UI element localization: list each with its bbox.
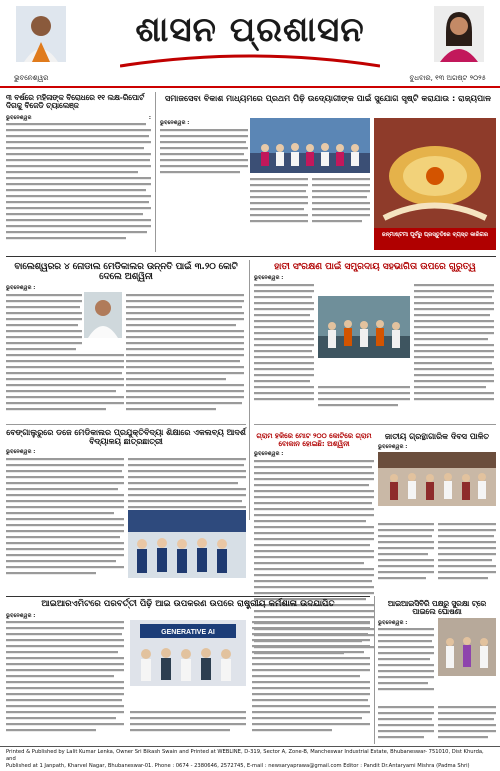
imprint-footer xyxy=(0,746,500,771)
story-8-headline: ଆଇଆରଏମିଟରେ ପରବର୍ତ୍ତୀ ପିଢ଼ି ଆଇ ଉପକରଣ ଉପରେ ରାଷ୍ଟ୍ରୀୟ କର୍ମଶାଳା ଉଦଯାପିତ xyxy=(41,599,335,609)
story-2-byline: ଭୁବନେଶ୍ୱର : xyxy=(160,120,190,126)
story-4-headline: ହାତୀ ସଂରକ୍ଷଣ ପାଇଁ ସମ୍ପ୍ରଦାୟ ସହଭାଗିତା ଉପରେ ଗୁରୁତ୍ୱ xyxy=(274,262,476,272)
story-1-text-lines xyxy=(6,121,151,247)
story-5-byline: ଭୁବନେଶ୍ୱର : xyxy=(6,449,36,456)
story-2-photo-caption: ଜନ୍ମାଷ୍ଟମୀ ପୂର୍ବରୁ ପ୍ରସ୍ତୁତିରେ ବ୍ୟସ୍ତ କାରିଗର xyxy=(381,232,489,238)
story-3 xyxy=(6,262,246,422)
column-rule-3 xyxy=(374,596,375,744)
dateline-bar xyxy=(0,72,500,88)
story-7-headline: ଜାତୀୟ ଗ୍ରନ୍ଥାଗାରିକ ଦିବସ ପାଳିତ xyxy=(384,432,490,441)
story-5-photo xyxy=(128,510,246,578)
story-1-headline: ୩ ବର୍ଷରେ ମହିଳାଙ୍କ ବିରୋଧରେ ୧୧ ଲକ୍ଷ-ରିପୋର୍ଟ ଦିଗକୁ ବିଜେଡି ଚ୍ୟାଲେଞ୍ଜ xyxy=(6,93,145,111)
story-2-photo-caption-bar xyxy=(374,228,496,250)
portrait-right xyxy=(434,6,484,62)
story-9-headline: ଆଇଆଇସିବିରି ପକ୍ଷରୁ ସୁରକ୍ଷା ଟ୍ରେ ପାଇଲେ ଘୋଷଣା xyxy=(387,599,487,617)
story-9-byline: ଭୁବନେଶ୍ୱର : xyxy=(378,619,408,626)
story-3-headline: ବାଲେଶ୍ୱରର ୪ ନୋଡାଲ ମେଡିକାଲର ଉନ୍ନତି ପାଇଁ ୩.୨୦ କୋଟି ଦେଲେ ଅଶ୍ୱିନୀ xyxy=(14,262,238,283)
story-8-rule xyxy=(6,596,370,597)
issue-date: ବୁଧବାର, ୧୩ ଅଗଷ୍ଟ ୨୦୨୫ xyxy=(409,74,486,82)
story-3-byline: ଭୁବନେଶ୍ୱର : xyxy=(6,285,36,292)
story-4-byline: ଭୁବନେଶ୍ୱର : xyxy=(254,275,284,282)
story-5-rule xyxy=(6,424,246,425)
story-1-byline: ଭୁବନେଶ୍ୱର : xyxy=(6,114,151,121)
story-3-portrait xyxy=(84,292,122,338)
story-8-photo xyxy=(130,620,246,686)
story-1 xyxy=(6,94,151,249)
story-2-body-cont xyxy=(250,176,370,252)
masthead-swoosh xyxy=(120,52,380,68)
edition-label: ଭୁବନେଶ୍ୱର xyxy=(14,74,49,82)
story-2-headline: ସମାଜସେବା ବିକାଶ ମାଧ୍ୟମରେ ପ୍ରଥମ ପିଢ଼ି ଉଦ୍ୟୋଗୀଙ୍କ ପାଇଁ ସୁଯୋଗ ସୃଷ୍ଟି କରାଯାଉ : ରାଜ୍ୟପାଳ xyxy=(164,93,492,103)
story-4-photo xyxy=(318,296,410,358)
portrait-left xyxy=(16,6,66,62)
story-9-photo xyxy=(438,618,496,676)
imprint-line-1: Printed & Published by Lalit Kumar Lenka, Owner Sri Bikash Swain and Printed at WEBLINE, D-319, Sector A, Zone-B, Mancheswar Industrial Estate, Bhubaneswar- 751010, Dist Khurda, and xyxy=(6,749,484,762)
story-6-headline: ଗ୍ରାମ ହକିରେ ମୋଟ ୨୦୦ କୋଟିରେ ଗ୍ରାମ ବୋକାନ ହୋଇଛି: ଅଶ୍ୱିନୀ xyxy=(256,432,372,449)
story-2-text-lines-2 xyxy=(250,176,370,252)
story-8-banner-text: GENERATIVE AI xyxy=(161,629,215,636)
story-7-photo xyxy=(378,452,496,506)
masthead-title: ଶାସନ ପ୍ରଶାସନ xyxy=(135,10,365,50)
story-1-body xyxy=(6,115,151,250)
story-5-headline: ବେଙ୍ଗାଲୁରୁରେ ଡଜେ ମେଡିକାଲର ପ୍ରଯୁକ୍ତିବିଦ୍ୟା ଶିକ୍ଷାରେ ଏକଲବ୍ୟ ଆଦର୍ଶ ବିଦ୍ୟାଳୟ ଛାତ୍ରଛାତ୍ରୀ xyxy=(6,428,246,447)
story-3-text-lines xyxy=(6,292,246,424)
column-rule-2 xyxy=(249,260,250,520)
story-8-byline: ଭୁବନେଶ୍ୱର : xyxy=(6,612,36,619)
section-rule xyxy=(6,256,496,257)
masthead xyxy=(0,0,500,88)
story-2-photo xyxy=(250,118,370,173)
story-6-byline: ଭୁବନେଶ୍ୱର : xyxy=(254,451,284,458)
column-rule xyxy=(155,92,156,252)
story-2-side-photo xyxy=(374,118,496,228)
imprint-line-2: Published at 1 Janpath, Kharvel Nagar, Bhubaneswar-01. Phone : 0674 - 2380646, 2572745, E-mail : newsaryaprawa@gmail.com Editor : Pandit Dr.Antaryami Mishra (Padma Shri) xyxy=(6,762,470,769)
story-7-byline: ଭୁବନେଶ୍ୱର : xyxy=(378,444,408,451)
story-6-rule xyxy=(254,424,496,425)
